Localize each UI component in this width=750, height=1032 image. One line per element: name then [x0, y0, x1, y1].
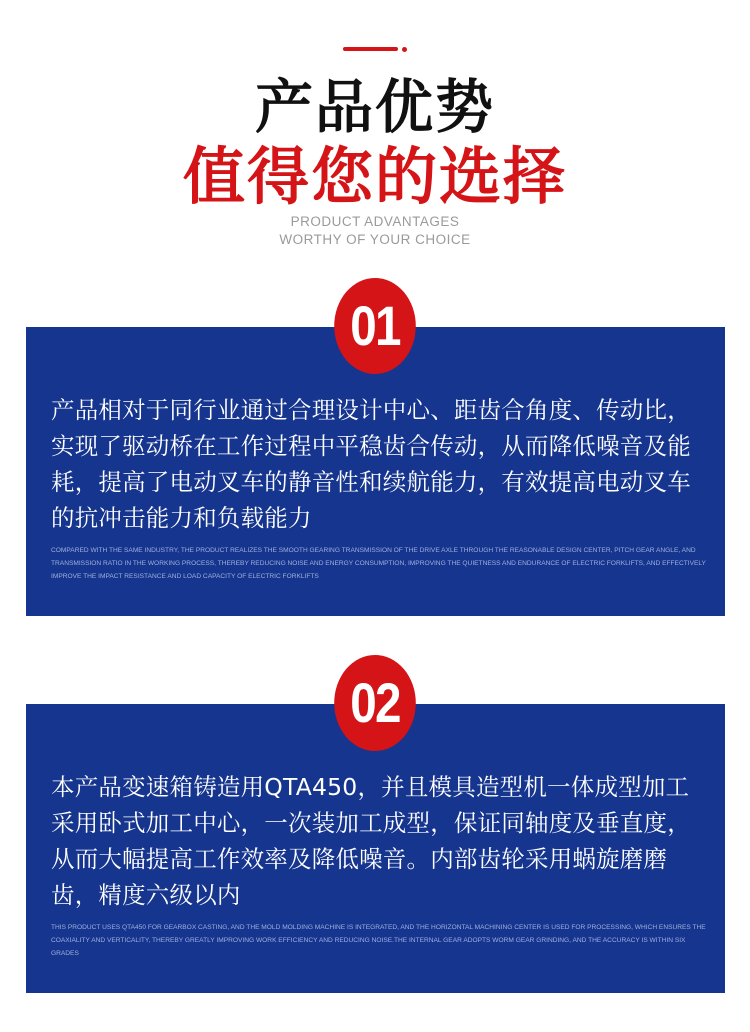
- page-subtitle: 值得您的选择: [182, 140, 567, 213]
- feature-text-en: COMPARED WITH THE SAME INDUSTRY, THE PRODUCT REALIZES THE SMOOTH GEARING TRANSMISSION OF THE DRIVE AXLE THROUGH THE REASONABLE DESIGN CENTER, PITCH GEAR ANGLE, AND TRANSMISSION RATIO IN THE WORKING PROCESS, THEREBY REDUCING NOISE AND ENERGY CONSUMPTION, IMPROVING THE QUIETNESS AND ENDURANCE OF ELECTRIC FORKLIFTS, AND EFFECTIVELY IMPROVE THE IMPACT RESISTANCE AND LOAD CAPACITY OF ELECTRIC FORKLIFTS: [51, 547, 706, 580]
- page-title: 产品优势: [254, 73, 495, 141]
- feature-text-cn: 本产品变速箱铸造用QTA450，并且模具造型机一体成型加工采用卧式加工中心，一次装加工成型，保证同轴度及垂直度，从而大幅提高工作效率及降低噪音。内部齿轮采用蜗旋磨磨齿，精度六级以内: [51, 773, 691, 909]
- feature-text-cn: 产品相对于同行业通过合理设计中心、距齿合角度、传动比，实现了驱动桥在工作过程中平稳齿合传动，从而降低噪音及能耗，提高了电动叉车的静音性和续航能力，有效提高电动叉车的抗冲击能力和负载能力: [51, 396, 691, 532]
- accent-line: [343, 47, 398, 51]
- english-title-line-1: PRODUCT ADVANTAGES: [290, 214, 460, 229]
- feature-text-en: THIS PRODUCT USES QTA450 FOR GEARBOX CASTING, AND THE MOLD MOLDING MACHINE IS INTEGRATED, AND THE HORIZONTAL MACHINING CENTER IS USED FOR PROCESSING, WHICH ENSURES THE COAXIALITY AND VERTICALITY, THEREBY GREATLY IMPROVING WORK EFFICIENCY AND REDUCING NOISE.THE INTERNAL GEAR ADOPTS WORM GEAR GRINDING, AND THE ACCURACY IS WITHIN SIX GRADES: [51, 924, 706, 957]
- feature-number-badge-1: 01: [334, 278, 416, 374]
- accent-dot: [402, 47, 407, 52]
- feature-number-badge-2: 02: [334, 655, 416, 751]
- english-title-line-2: WORTHY OF YOUR CHOICE: [279, 232, 471, 247]
